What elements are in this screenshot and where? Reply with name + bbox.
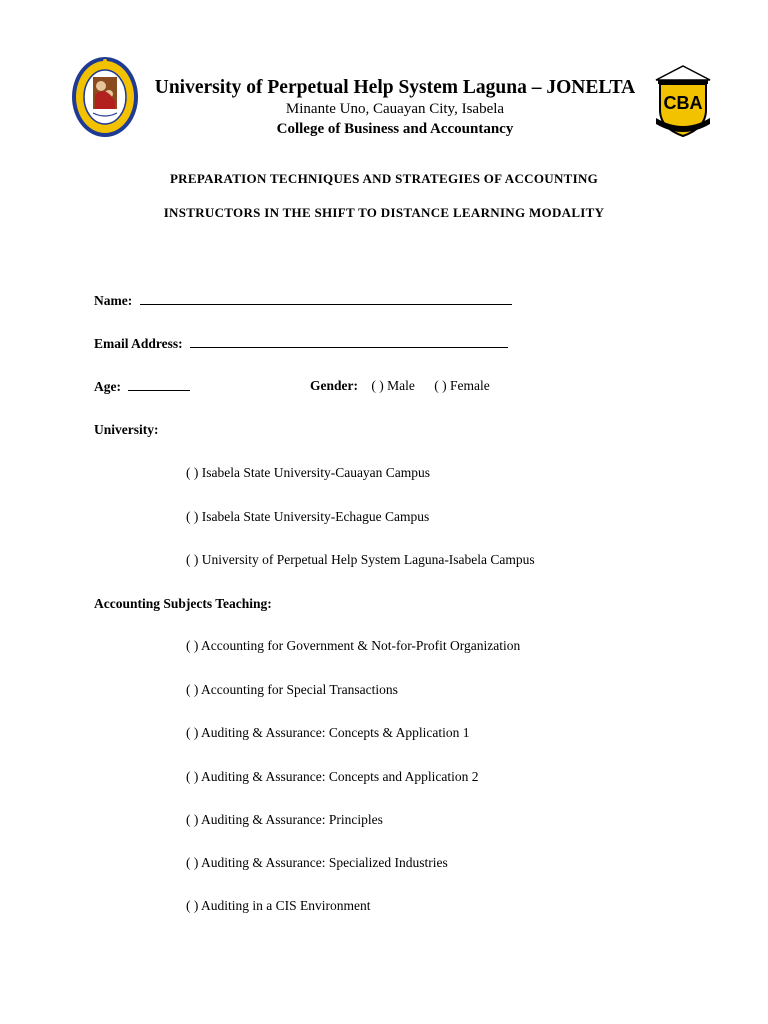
- subject-option[interactable]: ( ) Auditing & Assurance: Concepts and Application 2: [186, 769, 479, 784]
- subject-option[interactable]: ( ) Auditing & Assurance: Specialized Industries: [186, 855, 448, 870]
- survey-title-line-1: PREPARATION TECHNIQUES AND STRATEGIES OF ACCOUNTING: [169, 171, 599, 186]
- email-label: Email Address:: [94, 336, 183, 351]
- university-option[interactable]: ( ) Isabela State University-Cauayan Campus: [186, 465, 431, 480]
- gender-field: [310, 378, 506, 394]
- name-blank-line[interactable]: [140, 292, 512, 305]
- subject-option[interactable]: ( ) Accounting for Special Transactions: [186, 682, 398, 697]
- svg-text:CBA: CBA: [663, 93, 703, 113]
- age-label: Age:: [94, 379, 121, 394]
- email-field: [94, 335, 508, 352]
- survey-title-line-2: INSTRUCTORS IN THE SHIFT TO DISTANCE LEARNING MODALITY: [163, 205, 605, 220]
- university-seal-logo: [70, 55, 140, 139]
- subjects-label: Accounting Subjects Teaching:: [94, 596, 272, 611]
- college-name: College of Business and Accountancy: [276, 121, 514, 137]
- subject-option[interactable]: ( ) Auditing & Assurance: Principles: [186, 812, 383, 827]
- email-blank-line[interactable]: [190, 335, 508, 348]
- age-blank-line[interactable]: [128, 378, 190, 391]
- name-label: Name:: [94, 293, 133, 308]
- age-field: [94, 378, 190, 395]
- university-name: University of Perpetual Help System Laguna – JONELTA: [154, 77, 636, 98]
- subject-option[interactable]: ( ) Accounting for Government & Not-for-Profit Organization: [186, 638, 521, 653]
- university-address: Minante Uno, Cauayan City, Isabela: [285, 101, 505, 117]
- college-logo: [648, 64, 718, 140]
- subject-option[interactable]: ( ) Auditing in a CIS Environment: [186, 898, 371, 913]
- name-field: [94, 292, 512, 309]
- university-label: University:: [94, 422, 159, 437]
- letterhead: [140, 77, 650, 139]
- gender-option-female[interactable]: ( ) Female: [434, 378, 490, 393]
- gender-option-male[interactable]: ( ) Male: [371, 378, 415, 393]
- subject-option[interactable]: ( ) Auditing & Assurance: Concepts & Application 1: [186, 725, 470, 740]
- gender-label: Gender:: [310, 378, 358, 393]
- university-option[interactable]: ( ) University of Perpetual Help System Laguna-Isabela Campus: [186, 552, 535, 567]
- university-option[interactable]: ( ) Isabela State University-Echague Campus: [186, 509, 430, 524]
